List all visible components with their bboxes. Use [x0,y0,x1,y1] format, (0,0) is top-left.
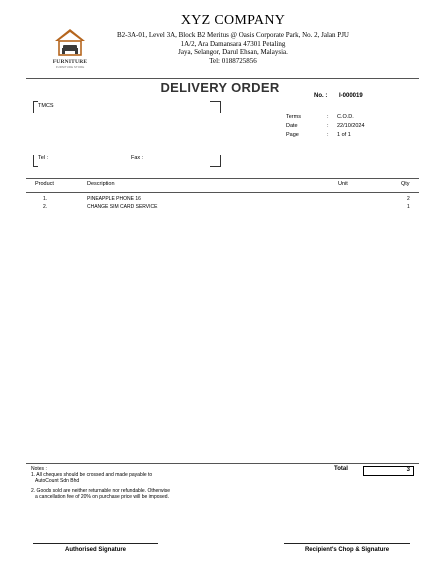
company-phone: Tel: 0188725856 [209,56,257,65]
terms-value: C.O.D. [337,114,354,120]
note-line: 1. All cheques should be crossed and made payable to [31,472,153,478]
terms-label: Terms [286,114,301,120]
authorised-signature-line [33,543,158,544]
terms-colon: : [327,114,329,120]
customer-fax-label: Fax : [131,155,144,161]
date-label: Date [286,123,298,129]
table-top-rule [26,178,419,179]
row-number: 1. [43,196,48,202]
row-description: PINEAPPLE PHONE 16 [87,196,141,202]
recipient-signature-label: Recipient's Chop & Signature [304,547,390,553]
customer-name: TMCS [38,103,54,109]
footer-notes [31,466,170,500]
logo-tagline: FURNITURE STORE [55,65,85,69]
row-qty: 2 [407,196,410,202]
header-divider [26,78,419,79]
customer-tel-label: Tel : [38,155,49,161]
row-qty: 1 [407,204,410,210]
column-header-unit: Unit [338,181,348,187]
address-box-corner [210,155,221,167]
document-number: I-000019 [339,93,363,99]
column-header-qty: Qty [401,181,410,187]
notes-title: Notes : [31,466,47,472]
company-address-line: Jaya, Selangor, Darul Ehsan, Malaysia. [178,48,288,56]
page-label: Page [286,132,299,138]
total-value: 3 [406,467,410,473]
column-header-product: Product [35,181,54,187]
date-value: 22/10/2024 [337,123,365,129]
logo-name: FURNITURE [52,59,88,65]
company-name: XYZ COMPANY [180,13,286,28]
note-line: AutoCount Sdn Bhd [35,478,80,484]
company-address-line: B2-3A-01, Level 3A, Block B2 Meritus @ Oasis Corporate Park, No. 2, Jalan PJU [117,31,349,39]
page-value: 1 of 1 [337,132,351,138]
column-header-description: Description [87,181,115,187]
page-colon: : [327,132,329,138]
company-address-line: 1A/2, Ara Damansara 47301 Petaling [180,39,286,48]
recipient-signature-line [284,543,410,544]
document-number-label: No. : [314,93,328,99]
note-line: a cancellation fee of 20% on purchase price will be imposed. [35,494,169,500]
row-number: 2. [43,204,48,210]
document-title: DELIVERY ORDER [160,80,280,95]
row-description: CHANGE SIM CARD SERVICE [87,204,158,210]
address-box-corner [210,101,221,113]
authorised-signature-label: Authorised Signature [64,547,126,553]
table-header-rule [26,192,419,193]
total-label: Total [334,466,348,472]
date-colon: : [327,123,329,129]
note-line: 2. Goods sold are neither returnable nor refundable. Otherwise [31,488,170,494]
footer-divider [26,463,419,464]
